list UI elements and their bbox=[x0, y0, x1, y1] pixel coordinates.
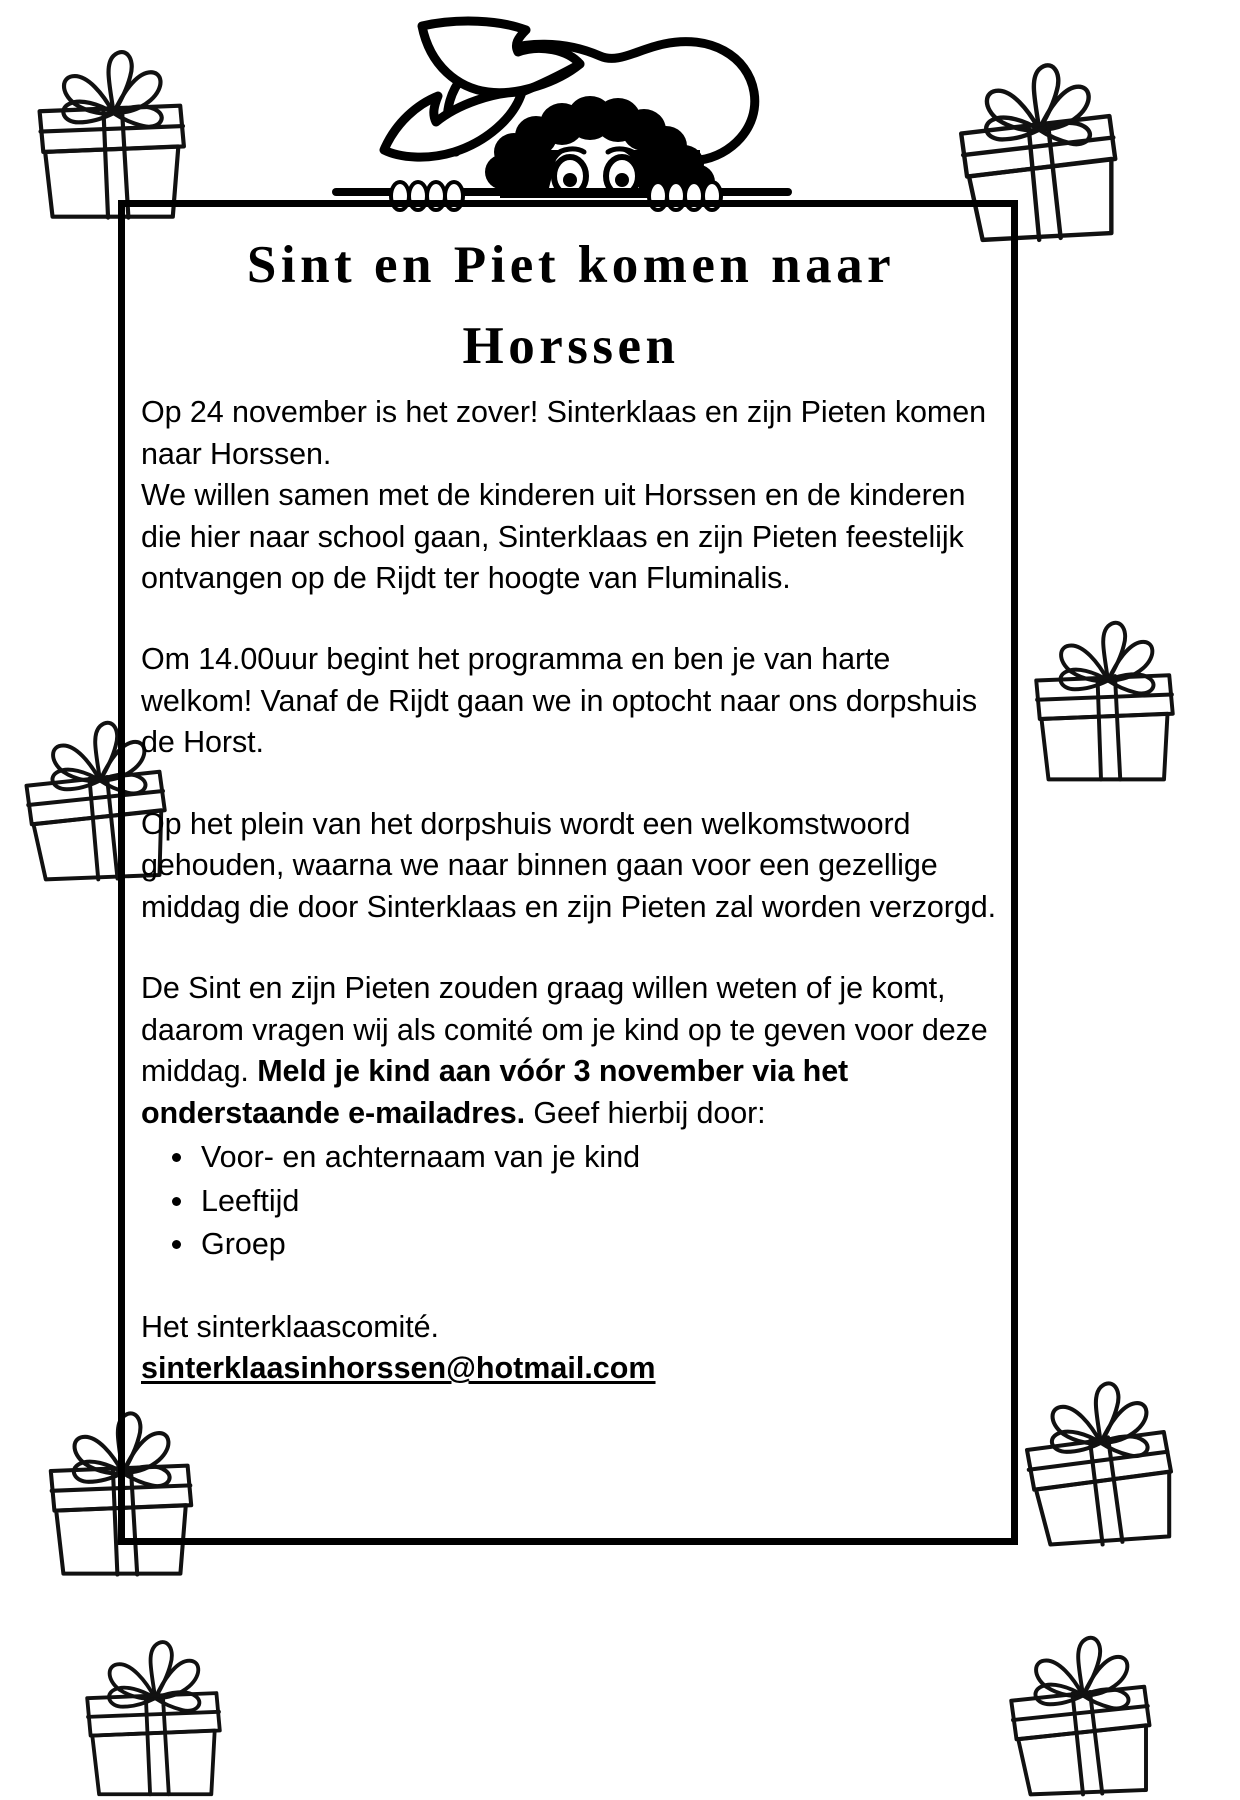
paragraph-spacer-1 bbox=[141, 599, 999, 639]
list-item: • Leeftijd bbox=[197, 1180, 999, 1224]
invitation-paragraph: We willen samen met de kinderen uit Horssen en de kinderen die hier naar school gaan, Sinterklaas en zijn Pieten feestelijk ontvangen op de Rijdt ter hoogte van Fluminalis. bbox=[141, 478, 966, 595]
intro-paragraph: Op 24 november is het zover! Sinterklaas en zijn Pieten komen naar Horssen. bbox=[141, 395, 986, 471]
page-title: Sint en Piet komen naar Horssen bbox=[246, 236, 896, 375]
paragraph-spacer-3 bbox=[141, 928, 999, 968]
gift-box-icon-bottom-right bbox=[1000, 1360, 1180, 1550]
piet-peeking-icon bbox=[318, 0, 818, 215]
gift-box-icon-bottom-right-2 bbox=[985, 1615, 1160, 1795]
programme-paragraph: Om 14.00uur begint het programma en ben je van harte welkom! Vanaf de Rijdt gaan we in optocht naar ons dorpshuis de Horst. bbox=[141, 642, 978, 760]
signup-paragraph bbox=[141, 968, 999, 1134]
paragraph-spacer-4 bbox=[141, 1267, 999, 1307]
gift-box-icon-top-left bbox=[10, 28, 195, 218]
signup-lead: De Sint en zijn Pieten zouden graag willen weten of je komt, daarom vragen wij als comité om je kind op te geven voor deze middag. bbox=[141, 971, 988, 1089]
required-details-list bbox=[141, 1136, 999, 1267]
signup-tail: Geef hierbij door: bbox=[524, 1095, 766, 1130]
signoff-text: Het sinterklaascomité. bbox=[141, 1309, 439, 1344]
list-item: • Groep bbox=[197, 1223, 999, 1267]
poster-body bbox=[135, 392, 1007, 1390]
paragraph-spacer-2 bbox=[141, 764, 999, 804]
list-item: • Voor- en achternaam van je kind bbox=[197, 1136, 999, 1180]
signup-deadline-emphasis: Meld je kind aan vóór 3 november via het onderstaande e-mailadres. bbox=[141, 1054, 849, 1130]
contact-email-link[interactable]: sinterklaasinhorssen@hotmail.com bbox=[141, 1351, 656, 1386]
gift-box-icon-mid-right bbox=[1010, 600, 1185, 780]
welcome-paragraph: Op het plein van het dorpshuis wordt een welkomstwoord gehouden, waarna we naar binnen gaan voor een gezellige middag die door Sinterklaas en zijn Pieten zal worden verzorgd. bbox=[141, 806, 996, 924]
poster-content bbox=[125, 207, 1025, 1390]
gift-box-icon-bottom-mid bbox=[60, 1620, 230, 1800]
